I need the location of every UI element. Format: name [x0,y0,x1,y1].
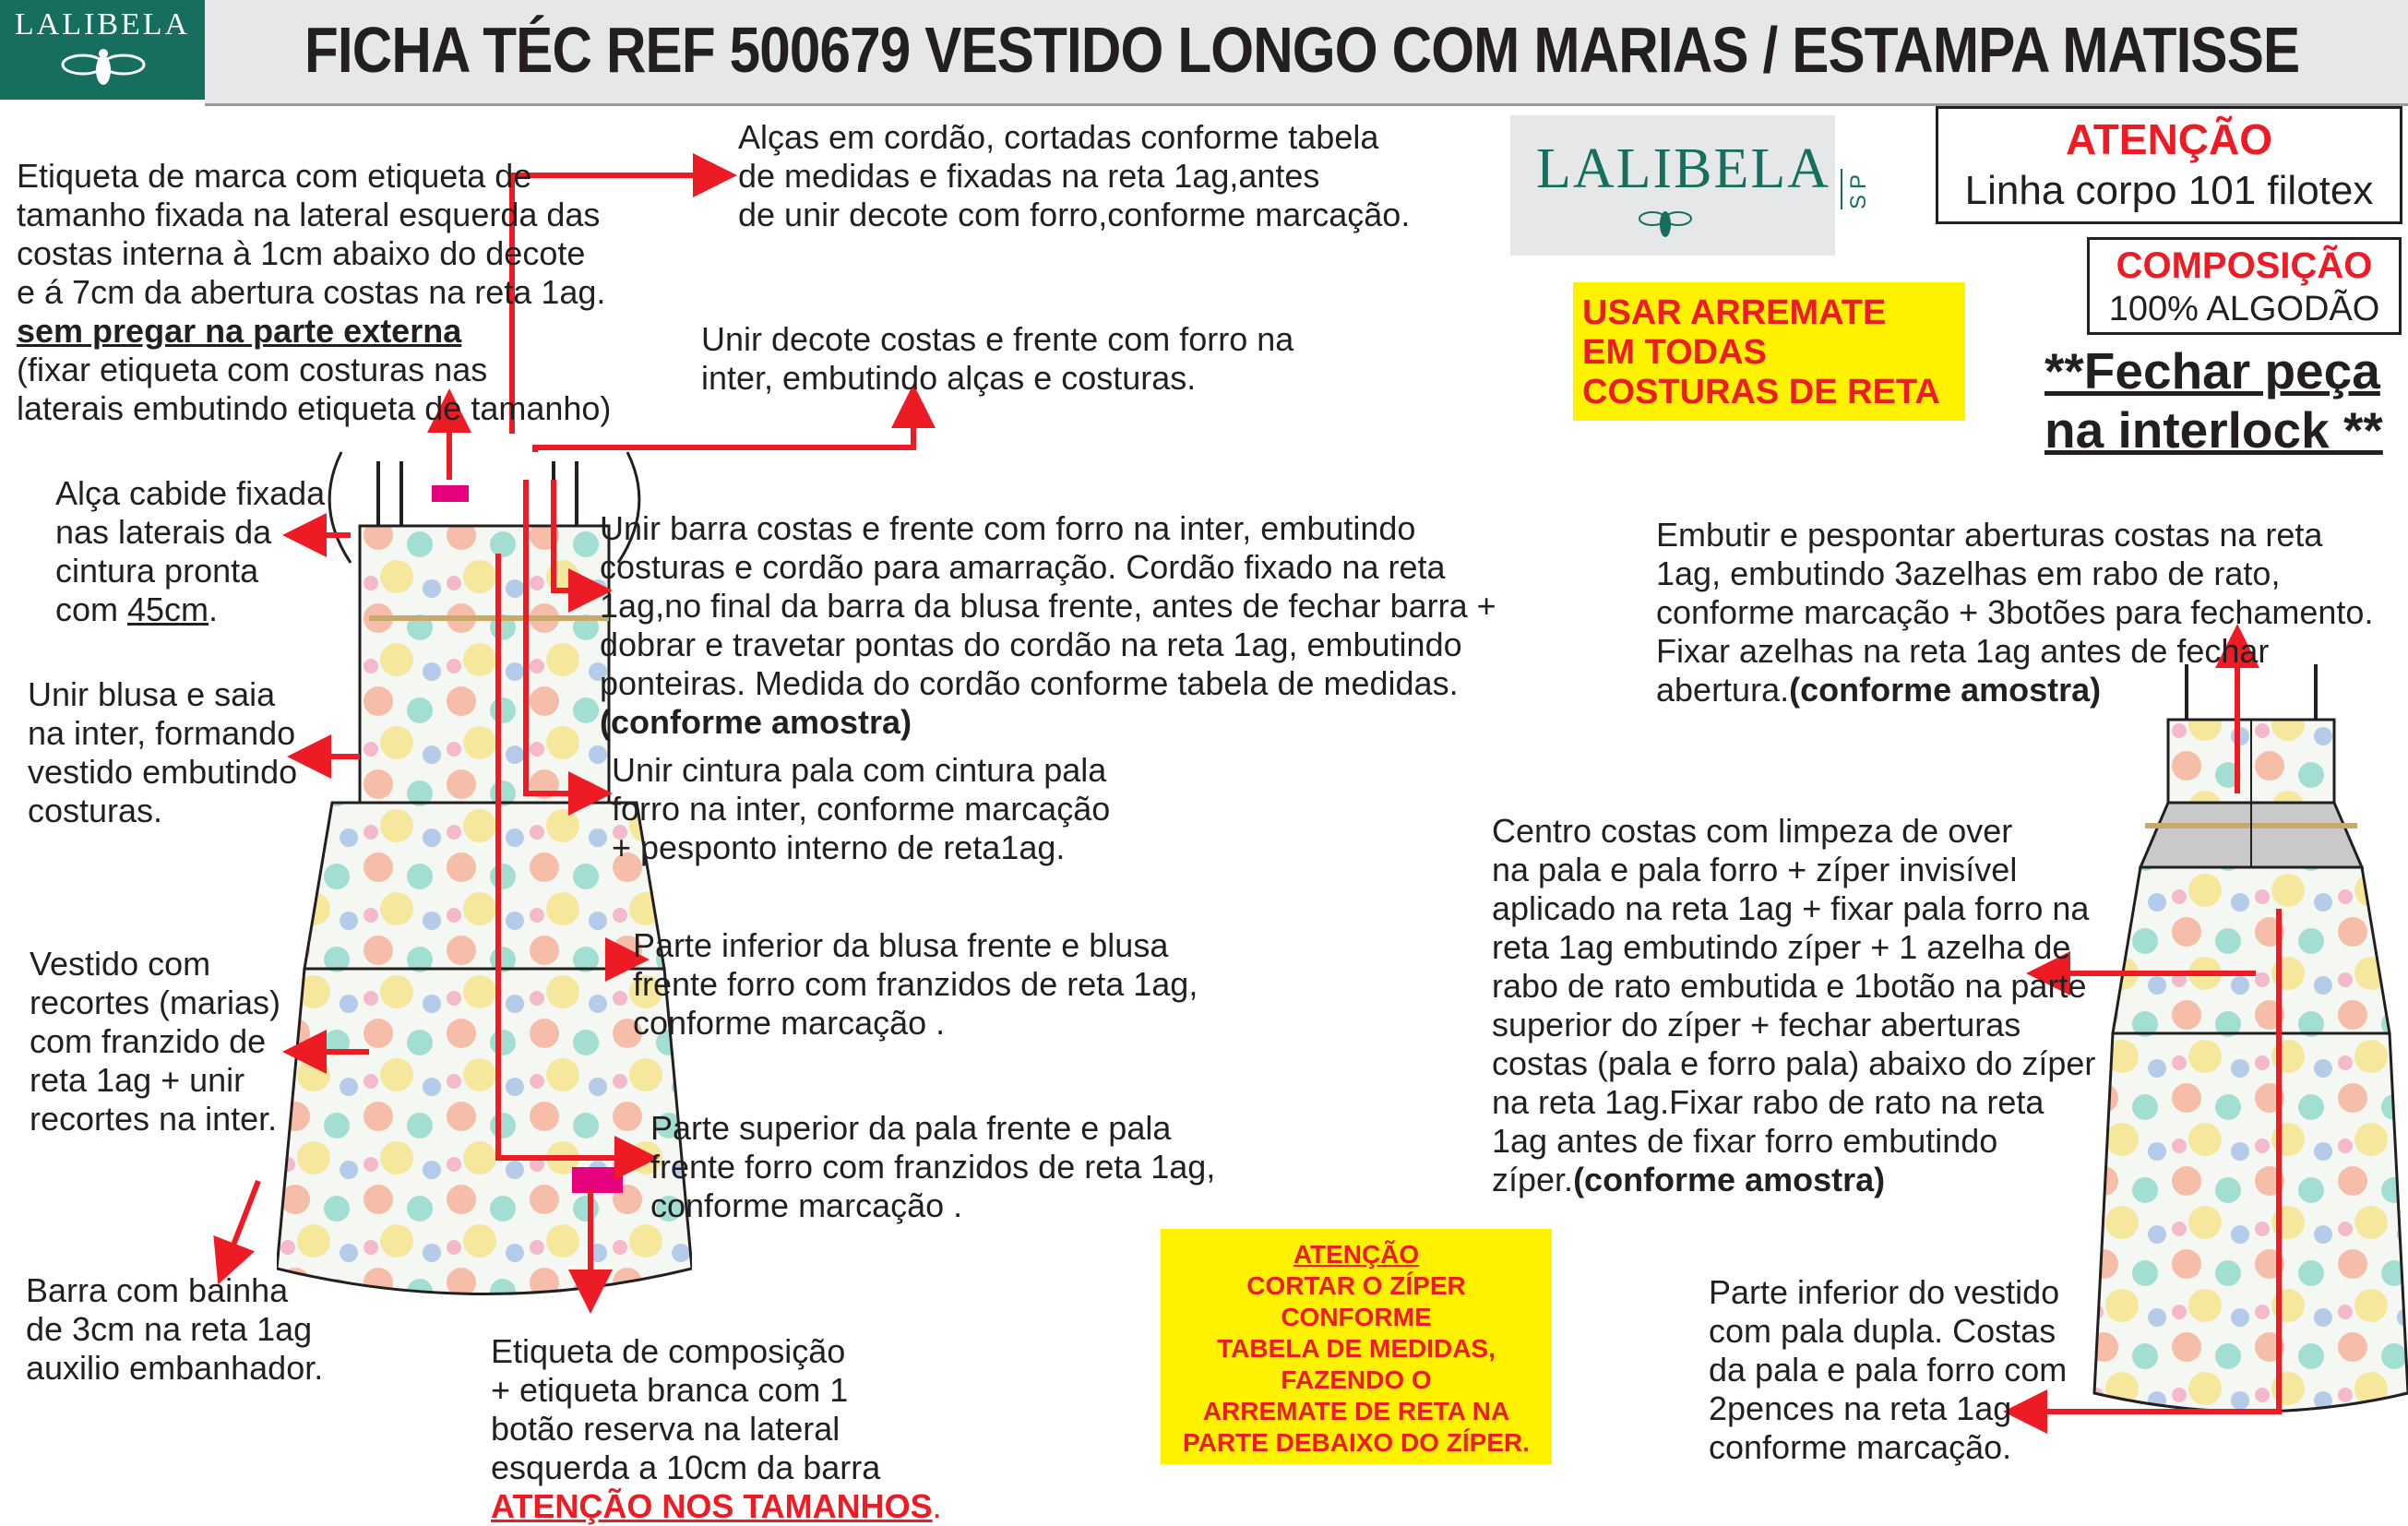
note-center-back: Centro costas com limpeza de over na pala e pala forro + zíper invisível aplicado na reta 1ag + fixar pala forro na reta 1ag embutindo zíper + 1 azelha de rabo de rato embutida e 1botão na parte superior do zíper + fechar aberturas costas (pala e forro pala) abaixo do zíper na reta 1ag.Fixar rabo de rato na reta 1ag antes de fixar forro embutindo zíper.(conforme amostra) [1492,812,2096,1198]
brand-label-marker [432,485,469,502]
note-hem-lining: Unir barra costas e frente com forro na inter, embutindo costuras e cordão para amarração. Cordão fixado na reta 1ag,no final da barra da blusa frente, antes de fechar barra + dobrar e travetar pontas do cordão na reta 1ag, embutindo ponteiras. Medida do cordão conforme tabela de medidas. (conforme amostra) [600,509,1496,741]
composition-title: COMPOSIÇÃO [2116,245,2373,286]
seam-finish-note: USAR ARREMATE EM TODAS COSTURAS DE RETA [1573,282,1965,421]
note-yoke-upper: Parte superior da pala frente e pala frente forro com franzidos de reta 1ag, conforme marcação . [650,1109,1216,1224]
close-note-line2: na interlock ** [2044,401,2383,459]
note-waist: Unir cintura pala com cintura pala forro na inter, conforme marcação + pesponto interno de reta1ag. [612,751,1111,866]
brand-suffix-s: S [1846,194,1872,210]
note-join-blouse: Unir blusa e saia na inter, formando vestido embutindo costuras. [28,675,298,829]
brand-suffix-p: P [1846,173,1872,190]
note-straps: Alças em cordão, cortadas conforme tabela de medidas e fixadas na reta 1ag,antes de unir decote com forro,conforme marcação. [738,118,1411,233]
note-brand-label: Etiqueta de marca com etiqueta de tamanho fixada na lateral esquerda das costas interna à 1cm abaixo do decote e á 7cm da abertura costas na reta 1ag. sem pregar na parte externa (fixar etiqueta com costuras nas laterais embutindo etiqueta de tamanho) [17,157,612,427]
attention-title: ATENÇÃO [2065,115,2273,163]
note-dress-lower: Parte inferior do vestido com pala dupla. Costas da pala e pala forro com 2pences na reta 1ag conforme marcação. [1709,1273,2068,1466]
page-title: FICHA TÉC REF 500679 VESTIDO LONGO COM MARIAS / ESTAMPA MATISSE [304,14,2300,86]
attention-text: Linha corpo 101 filotex [1964,168,2374,213]
note-hem: Barra com bainha de 3cm na reta 1ag auxilio embanhador. [26,1271,324,1387]
close-note-line1: **Fechar peça [2044,342,2380,399]
composition-text: 100% ALGODÃO [2108,290,2380,328]
note-back-openings: Embutir e pespontar aberturas costas na reta 1ag, embutindo 3azelhas em rabo de rato, conforme marcação + 3botões para fechamento. Fixar azelhas na reta 1ag antes de fechar abertura.(conforme amostra) [1656,516,2374,709]
note-composition-label: Etiqueta de composição + etiqueta branca com 1 botão reserva na lateral esquerda a 10cm da barra ATENÇÃO NOS TAMANHOS. [491,1332,942,1525]
logo-text: LALIBELA [14,7,191,42]
zipper-note-title: ATENÇÃO [1293,1240,1420,1269]
zipper-note-text: CORTAR O ZÍPER CONFORME TABELA DE MEDIDAS, FAZENDO O ARREMATE DE RETA NA PARTE DEBAIXO DO ZÍPER. [1183,1271,1530,1457]
note-cutouts: Vestido com recortes (marias) com franzido de reta 1ag + unir recortes na inter. [30,945,281,1138]
note-neckline: Unir decote costas e frente com forro na inter, embutindo alças e costuras. [701,320,1294,397]
note-blouse-lower: Parte inferior da blusa frente e blusa frente forro com franzidos de reta 1ag, conforme marcação . [633,926,1198,1042]
brand-name: LALIBELA [1536,137,1831,200]
note-hanger-strap: Alça cabide fixada nas laterais da cintura pronta com 45cm. [55,474,326,628]
